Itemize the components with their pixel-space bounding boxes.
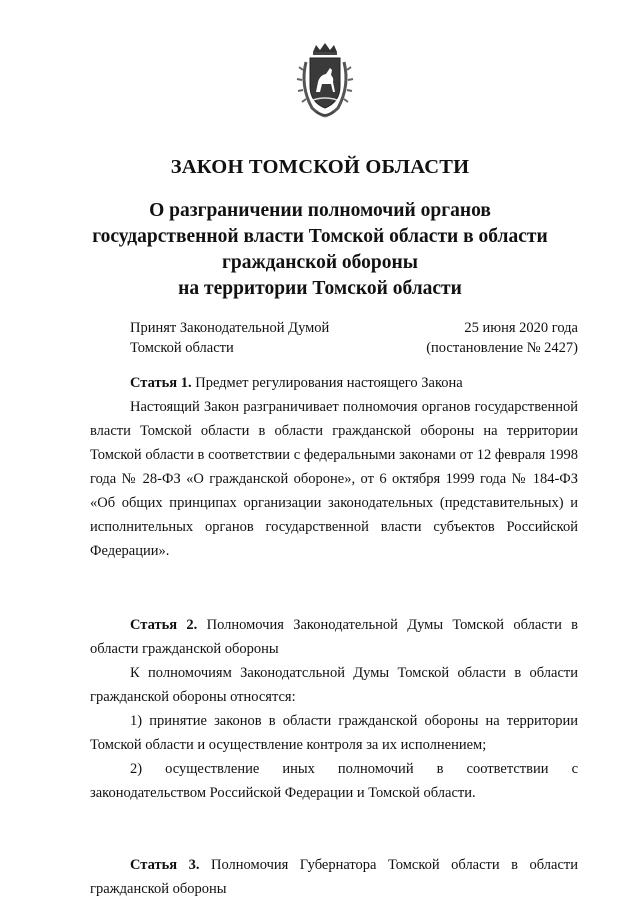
article-3-heading (90, 853, 578, 901)
article-2-item-2: 2) осуществление иных полномочий в соответствии с законодательством Российской Федерации и Томской области. (90, 761, 578, 801)
article-label: Статья 3. (130, 857, 200, 873)
subject-line: на территории Томской области (178, 278, 462, 299)
adoption-date-block (426, 318, 578, 358)
spacer (90, 829, 578, 853)
article-2-heading (90, 613, 578, 661)
subject-line: О разграничении полномочий органов (149, 200, 491, 221)
law-title: ЗАКОН ТОМСКОЙ ОБЛАСТИ (170, 156, 470, 178)
adopting-body-line: Томской области (130, 340, 234, 356)
spacer (90, 805, 578, 829)
resolution-number: (постановление № 2427) (426, 340, 578, 356)
subject-line: гражданской обороны (222, 252, 418, 273)
article-title: Полномочия Законодательной Думы Томской области в области гражданской обороны (90, 617, 579, 657)
article-label: Статья 2. (130, 617, 198, 633)
spacer (90, 563, 578, 589)
adopting-body (130, 318, 329, 358)
article-1-text: Настоящий Закон разграничивает полномочия органов государственной власти Томской области в области гражданской обороны на территории Томской области в соответствии с федеральными законами от 12 февраля 1998 года № 28-ФЗ «О гражданской обороне», от 6 октября 1999 года № 184-ФЗ «Об общих принципах организации законодательных (представительных) и исполнительных органов государственной власти субъектов Российской Федерации». (90, 399, 578, 559)
article-label: Статья 1. (130, 375, 192, 391)
law-subject (60, 198, 580, 302)
tomsk-coat-of-arms-icon (296, 42, 354, 120)
spacer (90, 589, 578, 613)
document-body (90, 371, 578, 901)
adopting-body-line: Принят Законодательной Думой (130, 320, 330, 336)
article-2-item-1: 1) принятие законов в области гражданской обороны на территории Томской области и осуществление контроля за их исполнением; (90, 713, 578, 753)
article-title: Полномочия Губернатора Томской области в области гражданской обороны (90, 857, 578, 897)
article-2-intro: К полномочиям Законодатсльной Думы Томской области в области гражданской обороны относятся: (90, 665, 578, 705)
article-title: Предмет регулирования настоящего Закона (195, 375, 463, 391)
article-1-heading (90, 371, 578, 395)
subject-line: государственной власти Томской области в области (92, 226, 548, 247)
adoption-date: 25 июня 2020 года (464, 320, 578, 336)
